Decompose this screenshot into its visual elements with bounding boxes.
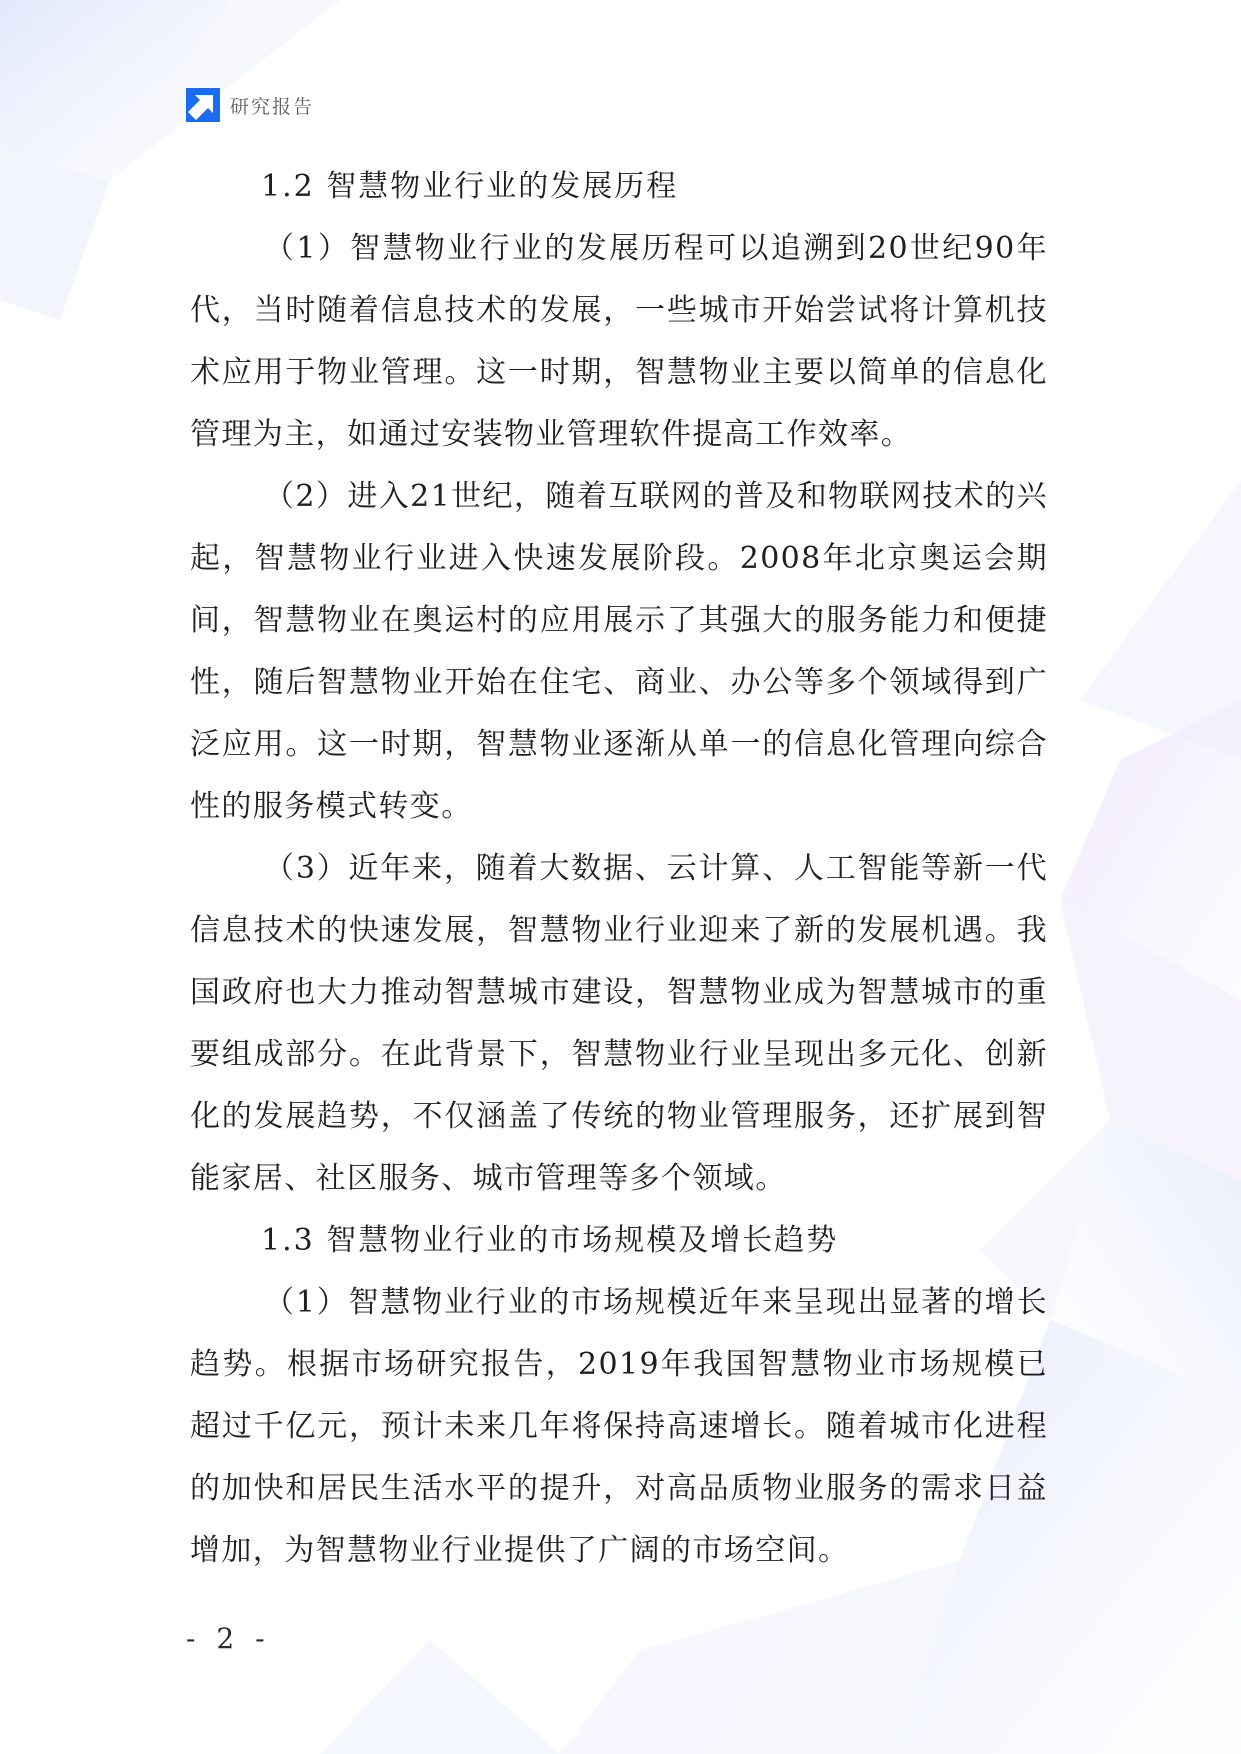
document-body <box>190 156 1048 1582</box>
paragraph: （2）进入21世纪，随着互联网的普及和物联网技术的兴起，智慧物业行业进入快速发展阶段。2008年北京奥运会期间，智慧物业在奥运村的应用展示了其强大的服务能力和便捷性，随后智慧物业开始在住宅、商业、办公等多个领域得到广泛应用。这一时期，智慧物业逐渐从单一的信息化管理向综合性的服务模式转变。 <box>190 479 1048 824</box>
paragraph: （3）近年来，随着大数据、云计算、人工智能等新一代信息技术的快速发展，智慧物业行业迎来了新的发展机遇。我国政府也大力推动智慧城市建设，智慧物业成为智慧城市的重要组成部分。在此背景下，智慧物业行业呈现出多元化、创新化的发展趋势，不仅涵盖了传统的物业管理服务，还扩展到智能家居、社区服务、城市管理等多个领域。 <box>190 851 1048 1196</box>
section-heading: 1.3 智慧物业行业的市场规模及增长趋势 <box>261 1223 839 1258</box>
paragraph: （1）智慧物业行业的市场规模近年来呈现出显著的增长趋势。根据市场研究报告，2019年我国智慧物业市场规模已超过千亿元，预计未来几年将保持高速增长。随着城市化进程的加快和居民生活水平的提升，对高品质物业服务的需求日益增加，为智慧物业行业提供了广阔的市场空间。 <box>190 1285 1048 1568</box>
page-header <box>186 88 314 122</box>
section-heading: 1.2 智慧物业行业的发展历程 <box>261 169 679 204</box>
page-number: - 2 - <box>186 1622 271 1655</box>
arrow-up-right-icon <box>186 88 220 122</box>
paragraph: （1）智慧物业行业的发展历程可以追溯到20世纪90年代，当时随着信息技术的发展，一些城市开始尝试将计算机技术应用于物业管理。这一时期，智慧物业主要以简单的信息化管理为主，如通过安装物业管理软件提高工作效率。 <box>190 231 1048 452</box>
header-title: 研究报告 <box>230 95 315 118</box>
